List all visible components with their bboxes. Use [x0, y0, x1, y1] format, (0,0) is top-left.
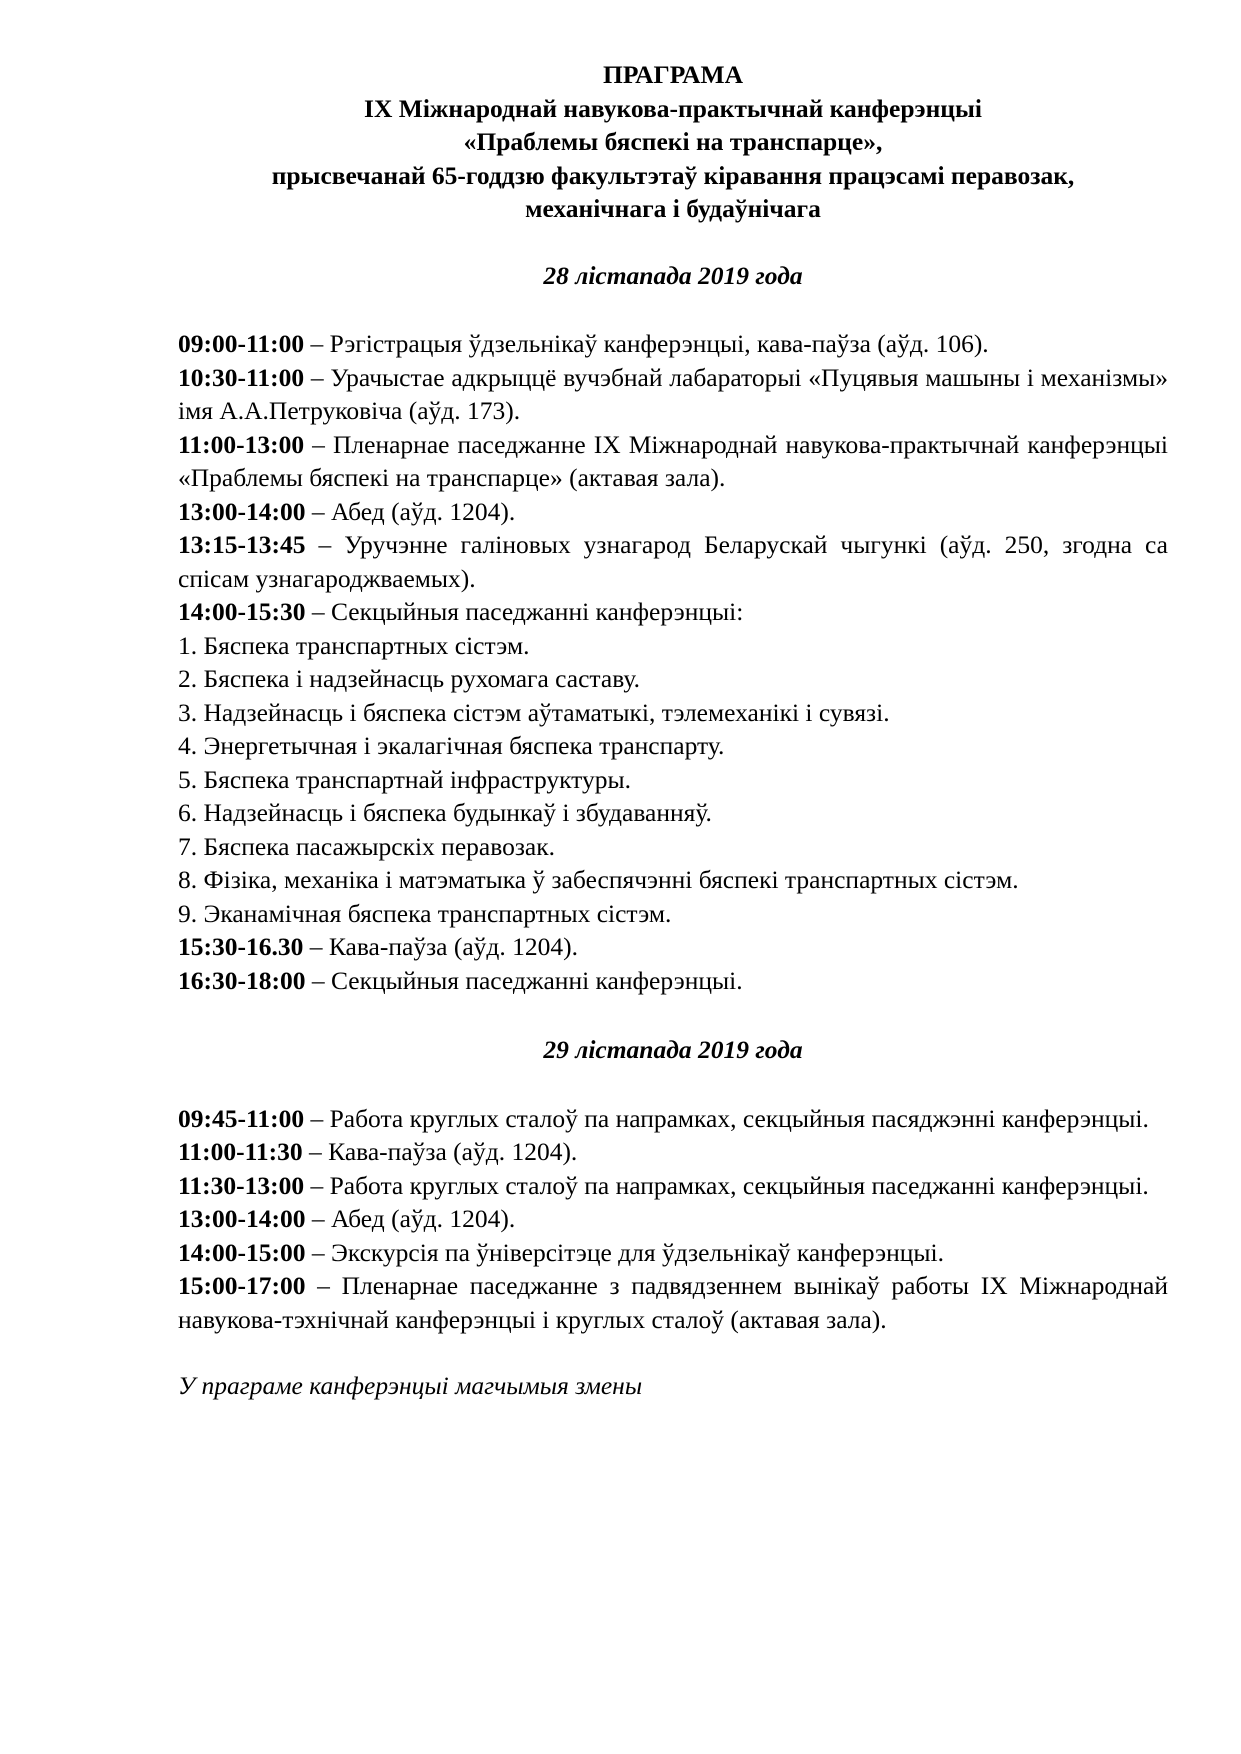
day1-schedule: [178, 327, 1168, 997]
document-page: [178, 58, 1168, 1403]
schedule-entry: [178, 327, 1168, 361]
entry-text: – Пленарнае паседжанне з падвядзеннем вынікаў работы IX Міжнароднай навукова-тэхнічнай канферэнцыі і круглых сталоў (актавая зала).: [178, 1271, 1168, 1334]
entry-time: 13:00-14:00: [178, 496, 306, 526]
schedule-entry: [178, 1269, 1168, 1336]
section-item: 3. Надзейнасць і бяспека сістэм аўтаматыкі, тэлемеханікі і сувязі.: [178, 697, 890, 727]
entry-text: – Работа круглых сталоў па напрамках, секцыйныя паседжанні канферэнцыі.: [304, 1170, 1149, 1200]
entry-text: – Рэгістрацыя ўдзельнікаў канферэнцыі, кава-паўза (аўд. 106).: [304, 329, 989, 358]
schedule-entry: [178, 964, 1168, 998]
section-item: 5. Бяспека транспартнай інфраструктуры.: [178, 764, 631, 794]
section-item: 8. Фізіка, механіка і матэматыка ў забеспячэнні бяспекі транспартных сістэм.: [178, 865, 1019, 894]
entry-time: 15:00-17:00: [178, 1271, 306, 1300]
entry-text: – Кава-паўза (аўд. 1204).: [303, 932, 578, 961]
day1-date: 28 лістапада 2019 года: [543, 260, 803, 290]
entry-text: – Секцыйныя паседжанні канферэнцыі.: [305, 965, 743, 995]
schedule-entry: [178, 1169, 1168, 1203]
section-item: 2. Бяспека і надзейнасць рухомага саставу.: [178, 664, 640, 693]
header-conference-name: IX Міжнароднай навукова-практычнай канферэнцыі: [364, 93, 982, 123]
entry-text: – Урачыстае адкрыццё вучэбнай лабараторыі «Пуцявыя машыны і механізмы» імя А.А.Петруковіча (аўд. 173).: [178, 362, 1168, 425]
day2-schedule: [178, 1102, 1168, 1337]
entry-time: 14:00-15:30: [178, 597, 306, 626]
schedule-entry: [178, 495, 1168, 529]
section-item: 7. Бяспека пасажырскіх перавозак.: [178, 831, 555, 861]
header-dedication-cont: механічнага і будаўнічага: [525, 194, 821, 223]
entry-time: 13:15-13:45: [178, 530, 306, 559]
entry-time: 10:30-11:00: [178, 362, 305, 392]
document-header: [178, 58, 1168, 226]
entry-text: – Секцыйныя паседжанні канферэнцыі:: [305, 597, 744, 626]
program-change-note: У праграме канферэнцыі магчымыя змены: [178, 1371, 643, 1400]
schedule-entry: [178, 361, 1168, 428]
entry-text: – Работа круглых сталоў па напрамках, секцыйныя пасяджэнні канферэнцыі.: [304, 1103, 1149, 1133]
entry-text: – Уручэнне галіновых узнагарод Беларускай чыгункі (аўд. 250, згодна са спісам узнагароджваемых).: [178, 530, 1168, 593]
section-item: 1. Бяспека транспартных сістэм.: [178, 630, 530, 660]
entry-time: 11:00-11:30: [178, 1137, 303, 1166]
entry-text: – Пленарнае паседжанне IX Міжнароднай навукова-практычнай канферэнцыі «Праблемы бяспекі на транспарце» (актавая зала).: [178, 429, 1168, 492]
entry-text: – Абед (аўд. 1204).: [305, 1204, 516, 1233]
entry-time: 11:30-13:00: [178, 1170, 305, 1200]
entry-time: 14:00-15:00: [178, 1237, 306, 1267]
entry-time: 09:00-11:00: [178, 329, 305, 358]
entry-text: – Кава-паўза (аўд. 1204).: [302, 1137, 578, 1166]
section-item: 4. Энергетычная і экалагічная бяспека транспарту.: [178, 731, 725, 760]
schedule-entry: [178, 1202, 1168, 1236]
schedule-entry: [178, 595, 1168, 629]
entry-time: 16:30-18:00: [178, 965, 306, 995]
schedule-entry: [178, 528, 1168, 595]
schedule-entry: [178, 1236, 1168, 1270]
header-conference-topic: «Праблемы бяспекі на транспарце»,: [463, 127, 883, 156]
entry-time: 15:30-16.30: [178, 932, 304, 961]
header-dedication: прысвечанай 65-годдзю факультэтаў кіравання працэсамі перавозак,: [271, 160, 1075, 190]
schedule-entry: [178, 1135, 1168, 1169]
header-title: ПРАГРАМА: [602, 60, 743, 89]
section-item: 6. Надзейнасць і бяспека будынкаў і збудаванняў.: [178, 798, 712, 827]
schedule-entry: [178, 1102, 1168, 1136]
schedule-entry: [178, 428, 1168, 495]
schedule-entry: [178, 930, 1168, 964]
day2-date: 29 лістапада 2019 года: [543, 1035, 803, 1064]
entry-time: 11:00-13:00: [178, 429, 305, 459]
section-item: 9. Эканамічная бяспека транспартных сістэм.: [178, 898, 672, 928]
entry-text: – Экскурсія па ўніверсітэце для ўдзельнікаў канферэнцыі.: [305, 1237, 944, 1267]
entry-time: 09:45-11:00: [178, 1103, 305, 1133]
entry-time: 13:00-14:00: [178, 1204, 306, 1233]
entry-text: – Абед (аўд. 1204).: [305, 496, 516, 526]
